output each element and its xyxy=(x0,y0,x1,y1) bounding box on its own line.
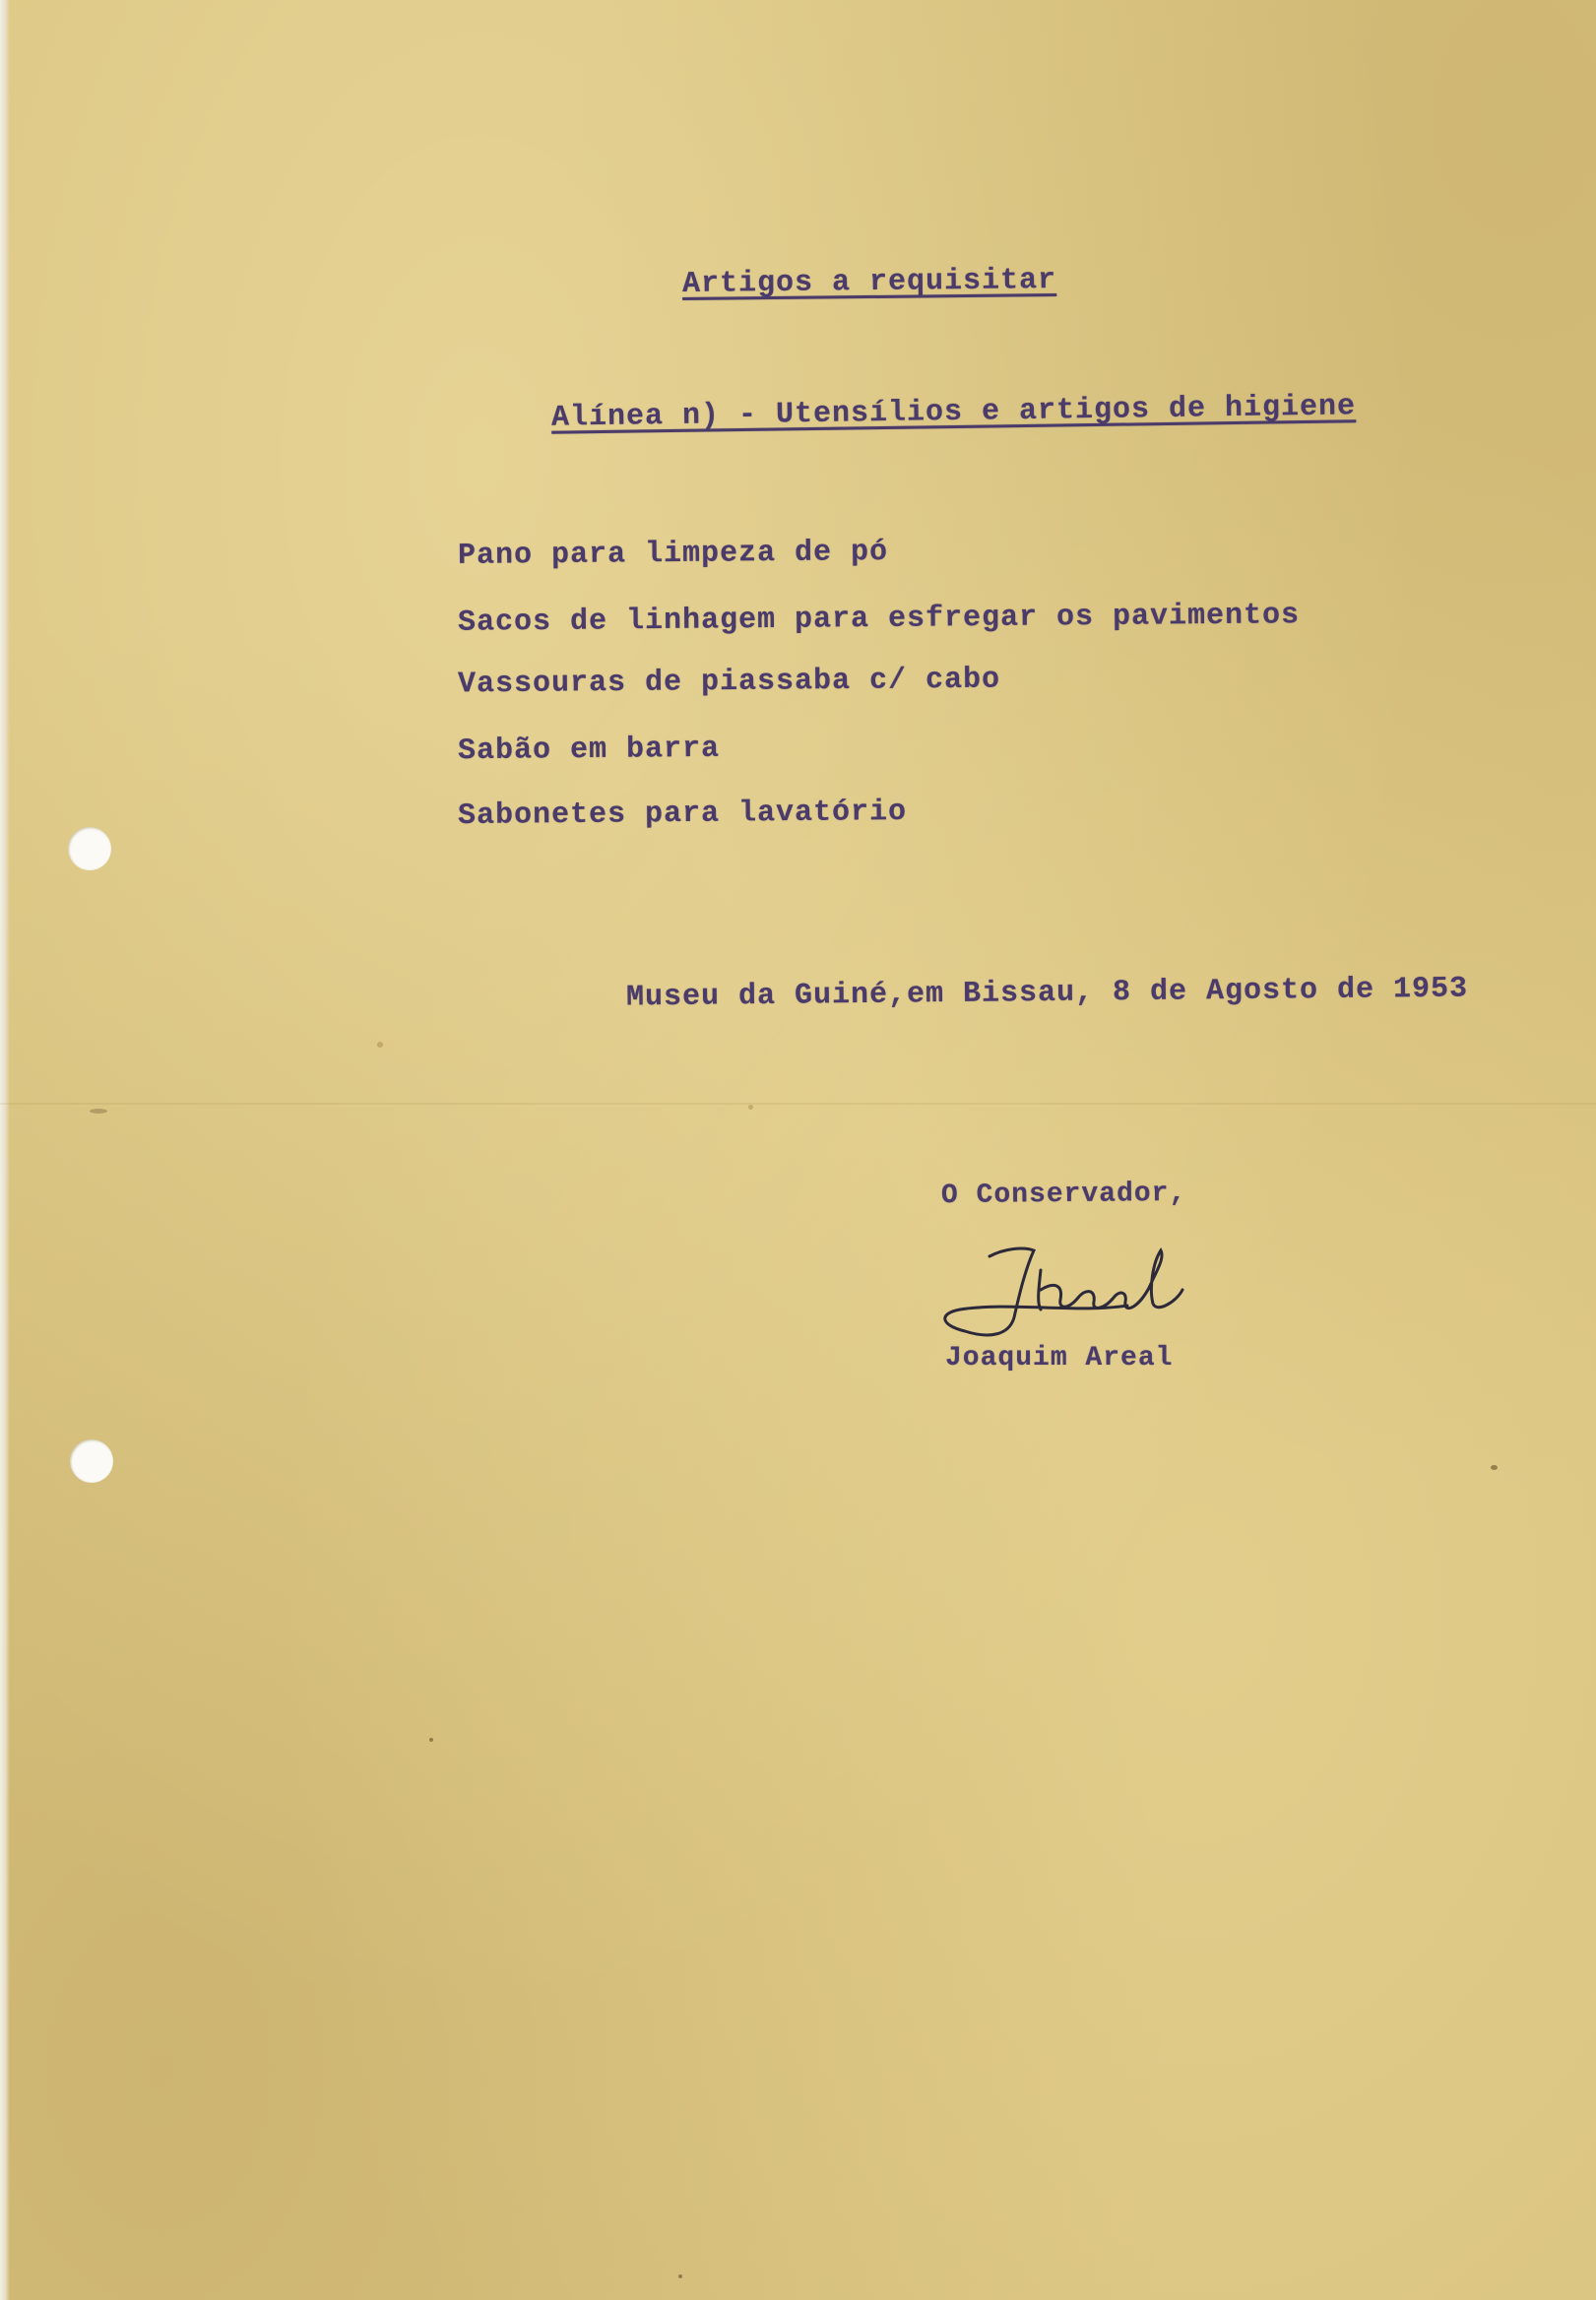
punch-hole-top xyxy=(68,827,111,870)
signer-name: Joaquim Areal xyxy=(945,1343,1174,1374)
place-and-date: Museu da Guiné,em Bissau, 8 de Agosto de 1953 xyxy=(625,972,1469,1015)
list-item: Sabonetes para lavatório xyxy=(457,796,908,833)
page-edge xyxy=(0,0,10,2300)
list-item: Vassouras de piassaba c/ cabo xyxy=(457,663,1001,702)
list-item: Pano para limpeza de pó xyxy=(457,536,889,573)
punch-hole-bottom xyxy=(70,1439,113,1483)
handwritten-signature xyxy=(930,1219,1216,1347)
paper-speck xyxy=(377,1042,383,1048)
paper-speck xyxy=(748,1105,753,1110)
paper-fold xyxy=(0,1103,1596,1105)
document-title: Artigos a requisitar xyxy=(681,264,1057,301)
paper-speck xyxy=(429,1738,433,1742)
list-item: Sabão em barra xyxy=(457,732,721,769)
list-item: Sacos de linhagem para esfregar os pavimentos xyxy=(457,599,1301,640)
closing-title: O Conservador, xyxy=(940,1178,1187,1212)
paper-speck xyxy=(1491,1465,1498,1470)
paper-speck xyxy=(90,1109,107,1114)
paper-speck xyxy=(678,2274,682,2278)
document-subtitle: Alínea n) - Utensílios e artigos de higiene xyxy=(550,390,1357,435)
